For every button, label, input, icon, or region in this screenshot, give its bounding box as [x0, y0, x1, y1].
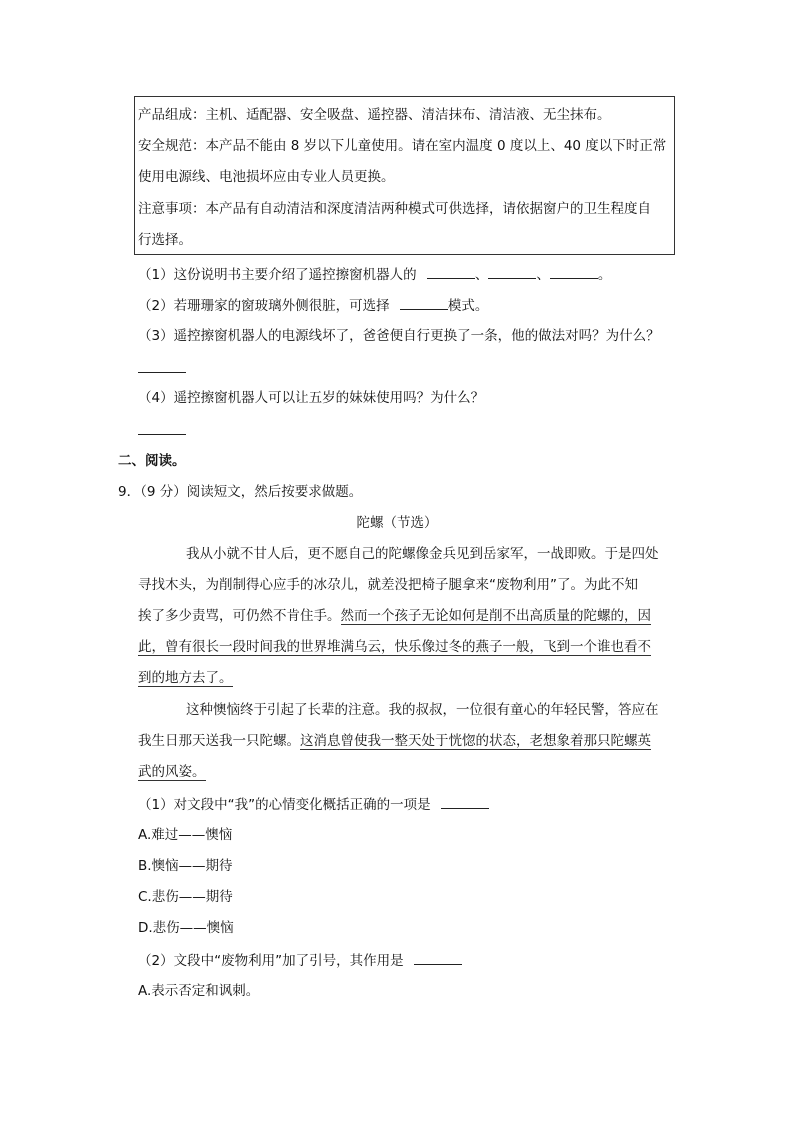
passage-text: 挨了多少责骂，可仍然不肯住手。	[138, 608, 341, 624]
option-b[interactable]: B.懊恼——期待	[138, 858, 233, 874]
box-line-composition: 产品组成：主机、适配器、安全吸盘、遥控器、清洁抹布、清洁液、无尘抹布。	[138, 107, 611, 123]
question-9-intro: 9．（9 分）阅读短文，然后按要求做题。	[118, 484, 363, 500]
question-8-4-answer-line	[138, 420, 186, 440]
separator: 、	[474, 267, 489, 283]
underlined-sentence: 到的地方去了。	[138, 670, 233, 686]
sub-question-1	[138, 794, 489, 814]
question-text: （1）这份说明书主要介绍了遥控擦窗机器人的	[138, 267, 417, 283]
passage-text: 我生日那天送我一只陀螺。	[138, 733, 300, 749]
passage-p2-line1: 这种懊恼终于引起了长辈的注意。我的叔叔，一位很有童心的年轻民警，答应在	[186, 702, 659, 718]
passage-p1-line4	[138, 638, 651, 656]
sub-question-2	[138, 950, 462, 970]
box-line-notes-cont: 行选择。	[138, 232, 192, 248]
answer-blank[interactable]	[138, 358, 186, 373]
passage-p1-line2: 寻找木头，为削制得心应手的冰尕儿，就差没把椅子腿拿来“废物利用”了。为此不知	[138, 577, 638, 593]
question-8-4: （4）遥控擦窗机器人可以让五岁的妹妹使用吗？为什么？	[138, 390, 485, 406]
section-heading: 二、阅读。	[118, 453, 186, 469]
passage-p1-line1: 我从小就不甘人后，更不愿自己的陀螺像金兵见到岳家军，一战即败。于是四处	[186, 546, 659, 562]
answer-blank[interactable]	[488, 264, 536, 279]
underlined-sentence: 然而一个孩子无论如何是削不出高质量的陀螺的，因	[340, 608, 651, 624]
answer-blank[interactable]	[138, 420, 186, 435]
option-d[interactable]: D.悲伤——懊恼	[138, 920, 234, 936]
box-line-safety-cont: 使用电源线、电池损坏应由专业人员更换。	[138, 169, 395, 185]
passage-p1-line3	[138, 607, 651, 625]
answer-blank[interactable]	[414, 950, 462, 965]
sub-question-2-option-a[interactable]: A.表示否定和讽刺。	[138, 983, 260, 999]
end-mark: 。	[597, 267, 612, 283]
question-text: （2）文段中“废物利用”加了引号，其作用是	[138, 953, 404, 969]
underlined-sentence: 这消息曾使我一整天处于恍惚的状态，老想象着那只陀螺英	[300, 733, 651, 749]
box-line-safety: 安全规范：本产品不能由 8 岁以下儿童使用。请在室内温度 0 度以上、40 度以下时正常	[138, 138, 667, 154]
answer-blank[interactable]	[550, 264, 598, 279]
question-8-3: （3）遥控擦窗机器人的电源线坏了，爸爸便自行更换了一条，他的做法对吗？为什么？	[138, 328, 660, 344]
question-text: （1）对文段中“我”的心情变化概括正确的一项是	[138, 797, 431, 813]
separator: 、	[536, 267, 550, 283]
answer-blank[interactable]	[441, 794, 489, 809]
passage-p2-line3	[138, 763, 206, 781]
option-c[interactable]: C.悲伤——期待	[138, 889, 233, 905]
question-8-2	[138, 295, 488, 315]
underlined-sentence: 武的风姿。	[138, 764, 206, 780]
question-text: （2）若珊珊家的窗玻璃外侧很脏，可选择	[138, 298, 390, 314]
answer-blank[interactable]	[427, 264, 475, 279]
option-a[interactable]: A.难过——懊恼	[138, 827, 233, 843]
passage-title: 陀螺（节选）	[356, 515, 438, 531]
passage-p1-line5	[138, 669, 233, 687]
question-8-1	[138, 264, 611, 284]
end-mark: 模式。	[447, 298, 489, 314]
box-line-notes: 注意事项：本产品有自动清洁和深度清洁两种模式可供选择，请依据窗户的卫生程度自	[138, 201, 651, 217]
answer-blank[interactable]	[400, 295, 448, 310]
underlined-sentence: 此，曾有很长一段时间我的世界堆满乌云，快乐像过冬的燕子一般，飞到一个谁也看不	[138, 639, 651, 655]
question-8-3-answer-line	[138, 358, 186, 378]
passage-p2-line2	[138, 732, 651, 750]
